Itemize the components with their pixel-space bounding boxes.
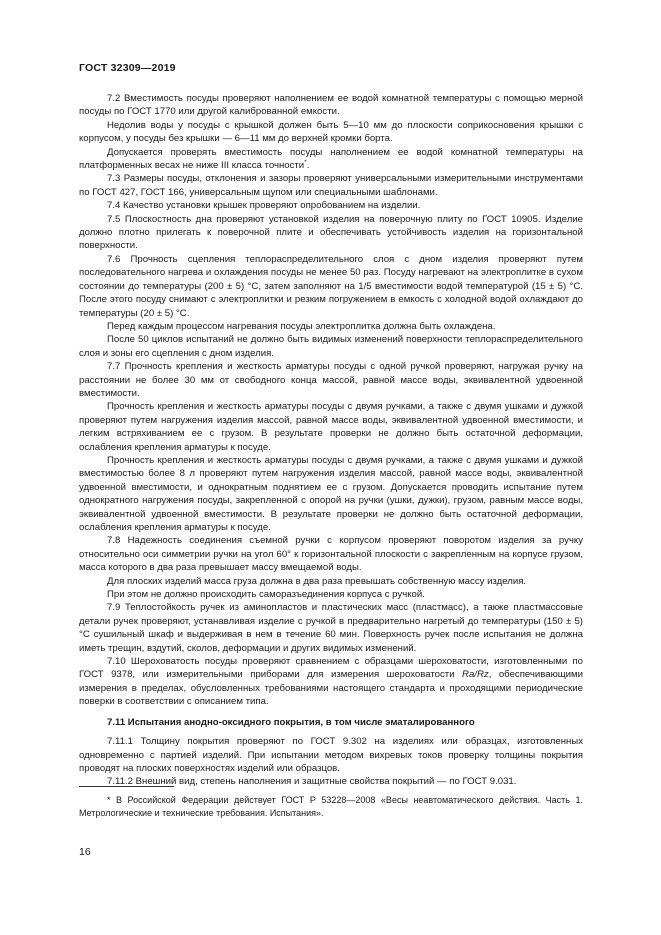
paragraph-7-9: 7.9 Теплостойкость ручек из аминопластов и пластических масс (пластмасс), а также пластмассовые детали ручек проверяют, устанавливая изделие с ручкой в предварительно нагретый до температуры (150 ± 5) °С сушильный шкаф и выдерживая в нем в течение 60 мин. Поверхность ручек после испытания не должна иметь трещин, вздутий, сколов, деформации и других видимых изменений. bbox=[79, 602, 583, 654]
paragraph: Прочность крепления и жесткость арматуры посуды с двумя ручками, а также с двумя ушками и дужкой вместимостью более 8 л проверяют путем нагружения изделия массой, равной массе воды, эквивалентной удвоенной вместимости, и однократным поднятием ее с грузом. Допускается проводить испытание путем однократного нагружения посуды, закрепленной с опорой на ручки (ушки, дужки), грузом, равным массе воды, эквивалентной удвоенной вместимости. В результате проверки не должно быть остаточной деформации, ослабления крепления арматуры к посуде. bbox=[79, 454, 583, 533]
paragraph-7-11-2: 7.11.2 Внешний вид, степень наполнения и защитные свойства покрытий — по ГОСТ 9.031. bbox=[107, 776, 517, 788]
paragraph-tail: , обеспечивающими измерения в пределах, обусловленных требованиями настоящего стандарта и проходящими периодические поверки в соответствии с описанием типа. bbox=[79, 669, 583, 708]
paragraph: Недолив воды у посуды с крышкой должен быть 5—10 мм до плоскости соприкосновения крышки с корпусом, у посуды без крышки — 6—11 мм до верхней кромки борта. bbox=[79, 119, 583, 145]
section-heading-7-11: 7.11 Испытания анодно-оксидного покрытия, в том числе эматалированного bbox=[107, 716, 475, 728]
paragraph-7-3: 7.3 Размеры посуды, отклонения и зазоры проверяют универсальными измерительными инструментами по ГОСТ 427, ГОСТ 166, универсальным щупом или специальными шаблонами. bbox=[79, 173, 583, 198]
document-body bbox=[79, 92, 583, 789]
paragraph: После 50 циклов испытаний не должно быть видимых изменений поверхности теплораспределительного слоя и зоны его сцепления с дном изделия. bbox=[79, 334, 583, 359]
paragraph: Прочность крепления и жесткость арматуры посуды с двумя ручками, а также с двумя ушками и дужкой проверяют путем нагружения изделия массой, равной массе воды, эквивалентной удвоенной вместимости, и легким встряхиванием ее с грузом. В результате проверки не должно быть остаточной деформации, ослабления крепления арматуры к посуде. bbox=[79, 401, 583, 453]
paragraph-7-11-1: 7.11.1 Толщину покрытия проверяют по ГОСТ 9.302 на изделиях или образцах, изготовленных одновременно с партией изделий. При испытании методом вихревых токов проверку толщины покрытия проводят на плоских поверхностях изделий или образцов. bbox=[79, 736, 583, 774]
paragraph-text: 7.10 Шероховатость посуды проверяют сравнением с образцами шероховатости, изготовленными по ГОСТ 9378, или измерительными приборами для измерения шероховатости bbox=[79, 656, 583, 681]
footnote-divider bbox=[79, 786, 174, 787]
paragraph: Перед каждым процессом нагревания посуды электроплитка должна быть охлаждена. bbox=[107, 320, 496, 332]
paragraph-7-2: 7.2 Вместимость посуды проверяют наполнением ее водой комнатной температуры с помощью мерной посуды по ГОСТ 1770 или другой калиброванной емкости. bbox=[79, 93, 583, 118]
footnote-marker: * bbox=[304, 158, 307, 166]
page-number: 16 bbox=[79, 846, 91, 858]
paragraph-7-10 bbox=[79, 655, 583, 709]
paragraph-7-6: 7.6 Прочность сцепления теплораспределительного слоя с дном изделия проверяют путем последовательного нагрева и охлаждения посуды не менее 50 раз. Посуду нагревают на электроплитке в сухом состоянии до температуры (200 ± 5) °С, затем заполняют на 1/5 вместимости водой температурой (15 ± 5) °С. После этого посуду снимают с электроплитки и резким погружением в емкость с холодной водой охлаждают до температуры (20 ± 5) °С. bbox=[79, 253, 583, 319]
paragraph-7-7: 7.7 Прочность крепления и жесткость арматуры посуды с одной ручкой проверяют, нагружая ручку на расстоянии не более 30 мм от свободного конца массой, равной массе воды, эквивалентной удвоенной вместимости. bbox=[79, 361, 583, 399]
paragraph bbox=[79, 146, 583, 173]
roughness-symbol: Ra/Rz bbox=[462, 669, 489, 681]
document-header: ГОСТ 32309—2019 bbox=[79, 62, 176, 74]
paragraph-tail: . bbox=[306, 160, 310, 172]
paragraph-7-4: 7.4 Качество установки крышек проверяют опробованием на изделии. bbox=[107, 200, 421, 212]
paragraph-7-5: 7.5 Плоскостность дна проверяют установкой изделия на поверочную плиту по ГОСТ 10905. Изделие должно плотно прилегать к поверочной плите и обеспечивать устойчивость изделия на горизонтальной поверхности. bbox=[79, 213, 583, 252]
paragraph: Для плоских изделий масса груза должна в два раза превышать собственную массу изделия. bbox=[107, 575, 527, 587]
paragraph-7-8: 7.8 Надежность соединения съемной ручки с корпусом проверяют поворотом изделия за ручку относительно оси симметрии ручки на угол 60° к горизонтальной плоскости с закрепленным на корпусе грузом, масса которого в два раза превышает массу вмещаемой воды. bbox=[79, 535, 583, 574]
footnote: * В Российской Федерации действует ГОСТ Р 53228—2008 «Весы неавтоматического действия. Часть 1. Метрологические и технические требования. Испытания». bbox=[79, 795, 583, 818]
paragraph-text: Допускается проверять вместимость посуды наполнением ее водой комнатной температуры на платформенных весах не ниже III класса точности bbox=[79, 146, 583, 172]
paragraph: При этом не должно происходить саморазъединения корпуса с ручкой. bbox=[107, 589, 425, 601]
